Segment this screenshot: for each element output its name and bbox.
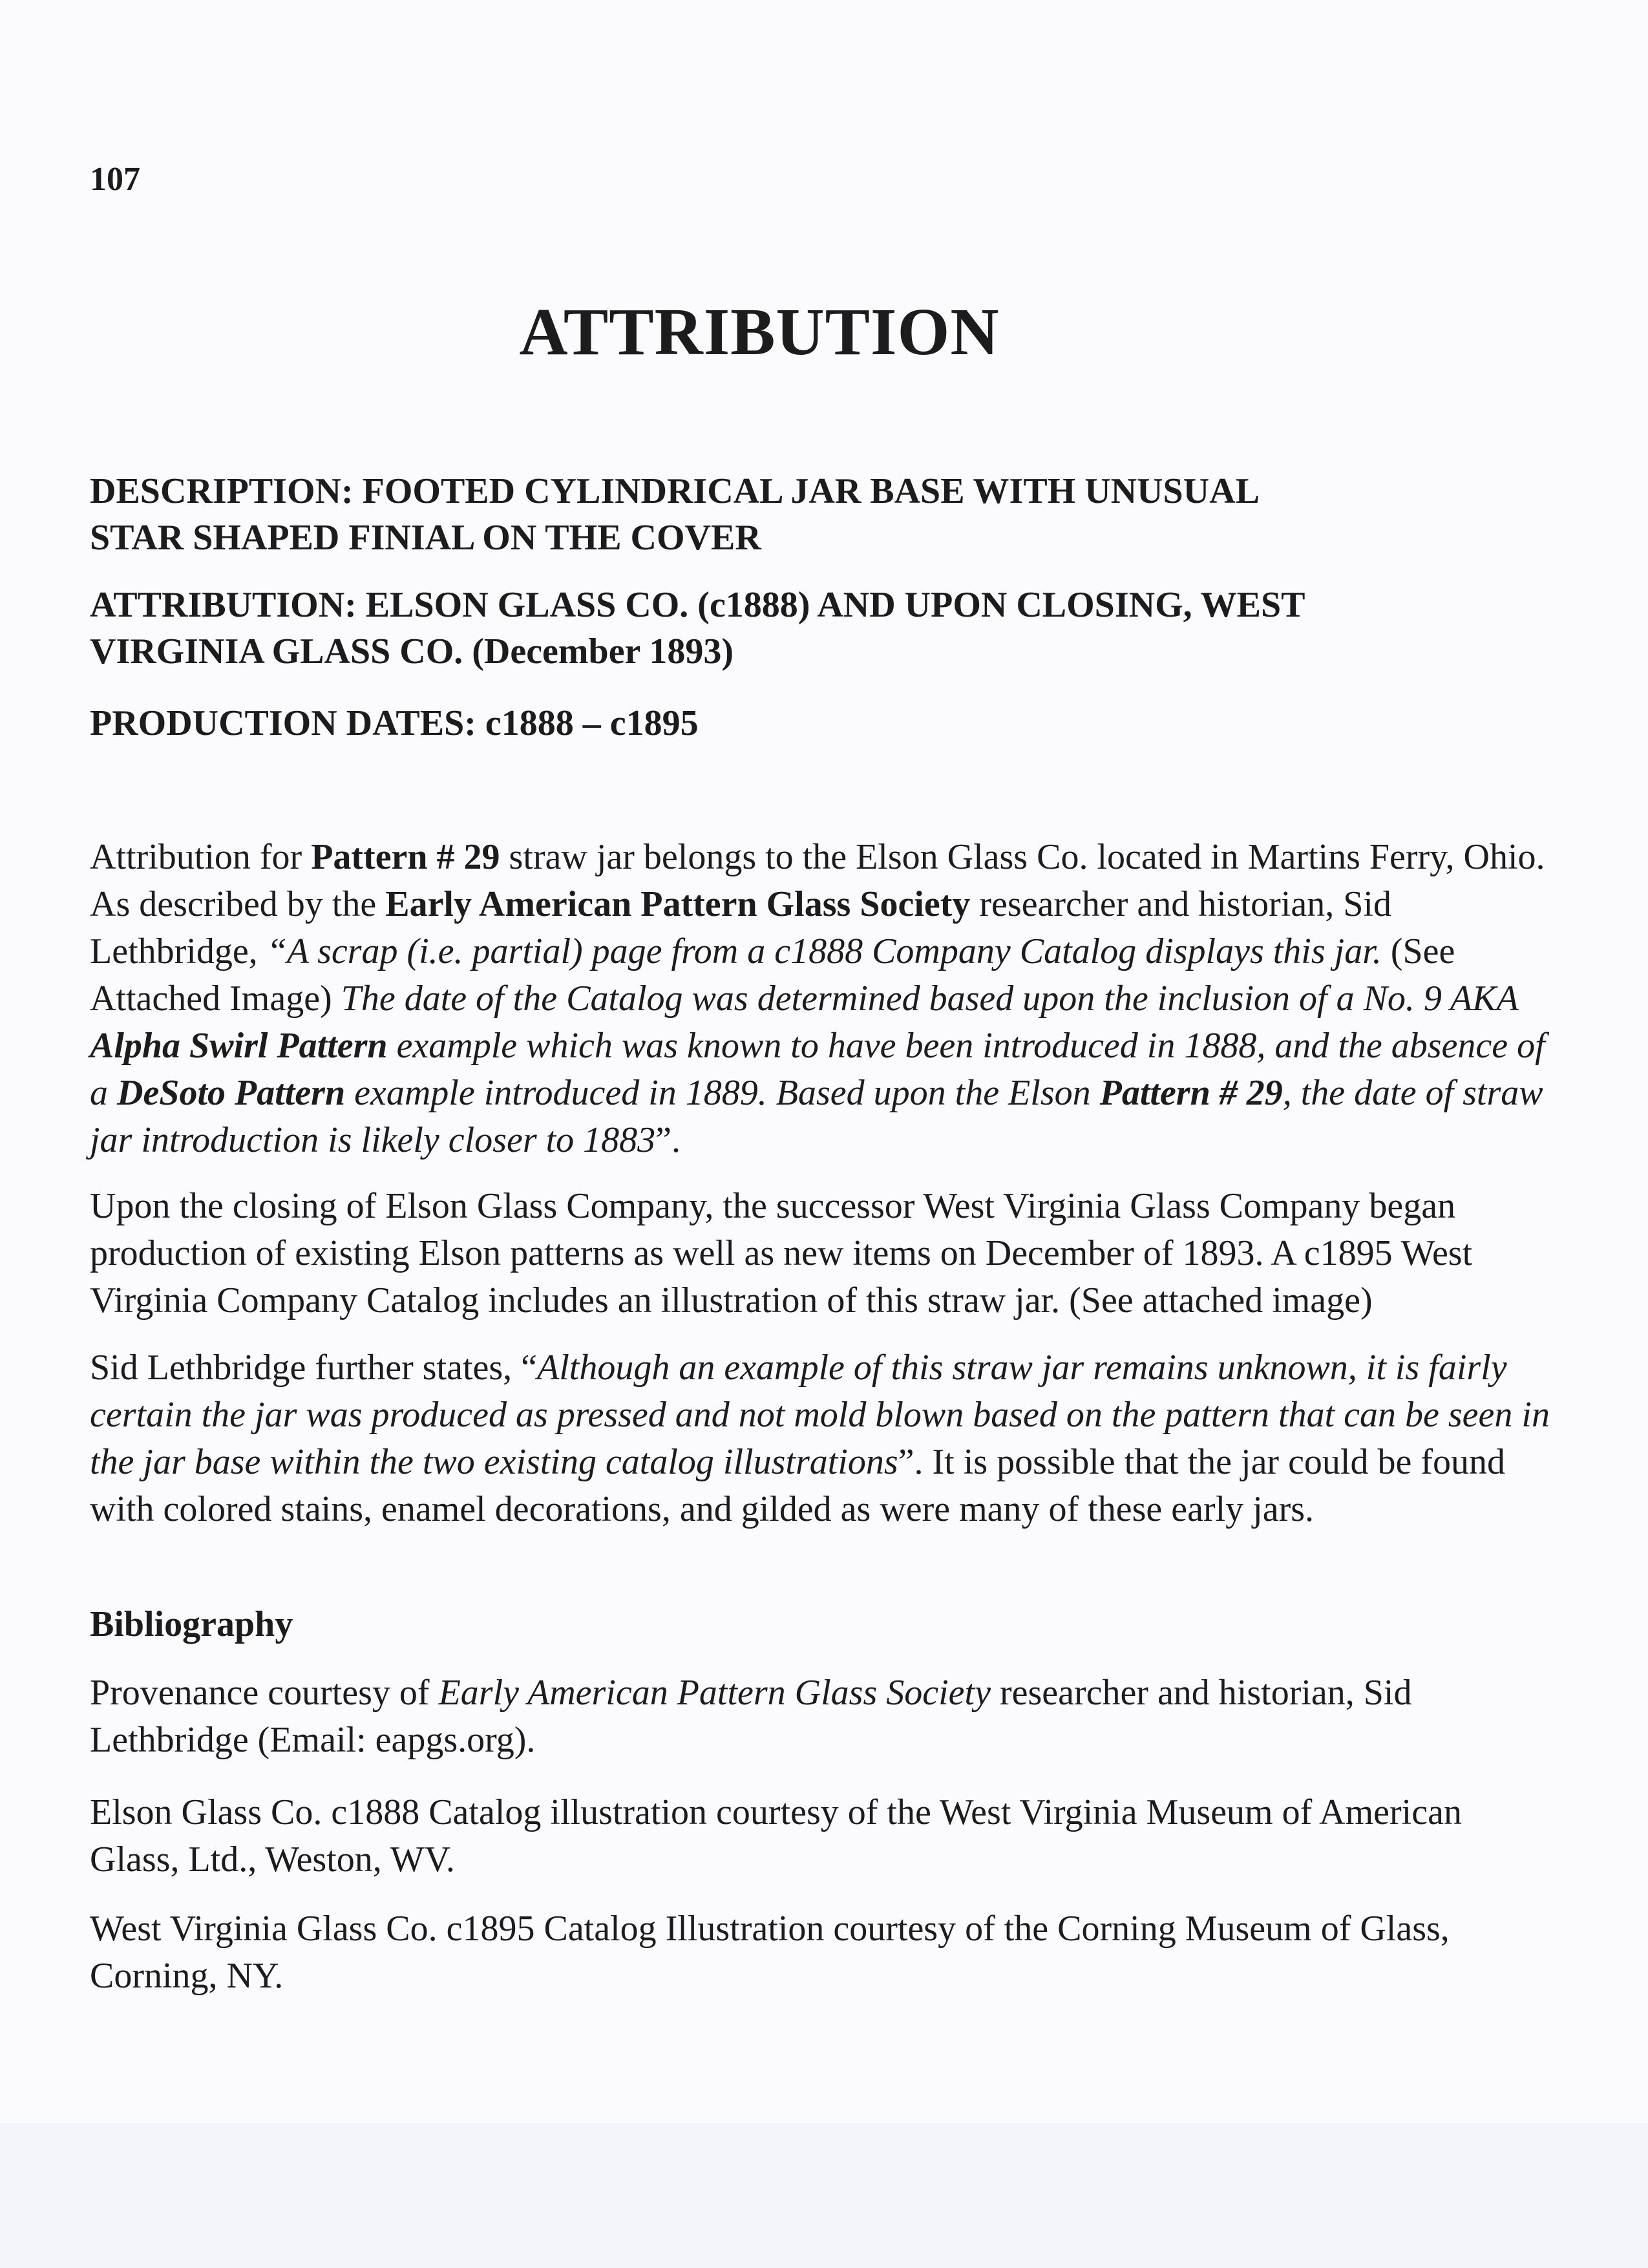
society-name: Early American Pattern Glass Society xyxy=(385,884,971,924)
text-run: (See Attached Image) xyxy=(90,931,1455,1019)
pattern-name: DeSoto Pattern xyxy=(117,1073,346,1113)
pattern-name: Pattern # 29 xyxy=(1099,1073,1283,1113)
bibliography-entry: West Virginia Glass Co. c1895 Catalog Illustration courtesy of the Corning Museum of Glass, Corning, NY. xyxy=(90,1909,1450,1996)
quote-text: example which was known to have been introduced in 1888, and the absence of a xyxy=(90,1026,1545,1113)
bibliography-heading: Bibliography xyxy=(90,1604,293,1644)
text-run: straw jar belongs to the Elson Glass Co. located in Martins Ferry, Ohio. As described by the xyxy=(90,837,1545,924)
quote-text: The date of the Catalog was determined based upon the inclusion of a No. 9 AKA xyxy=(341,979,1518,1019)
scan-edge xyxy=(0,2123,1648,2268)
quote-text: Although an example of this straw jar remains unknown, it is fairly certain the jar was produced as pressed and not mold blown based on the pattern that can be seen in the jar base within the two existing catalog illustrations xyxy=(90,1348,1550,1482)
attribution-line-2: VIRGINIA GLASS CO. (December 1893) xyxy=(90,631,734,672)
attribution-line-1: ATTRIBUTION: ELSON GLASS CO. (c1888) AND UPON CLOSING, WEST xyxy=(90,585,1305,625)
production-dates-field: PRODUCTION DATES: c1888 – c1895 xyxy=(90,703,699,743)
bibliography-entry xyxy=(90,1669,1550,1764)
pattern-name: Alpha Swirl Pattern xyxy=(90,1026,388,1066)
bibliography-entry: Elson Glass Co. c1888 Catalog illustration courtesy of the West Virginia Museum of American Glass, Ltd., Weston, WV. xyxy=(90,1792,1462,1880)
successor-paragraph: Upon the closing of Elson Glass Company, the successor West Virginia Glass Company began production of existing Elson patterns as well as new items on December of 1893. A c1895 West Virginia Company Catalog includes an illustration of this straw jar. (See attached image) xyxy=(90,1186,1473,1320)
text-run: ”. It is possible that the jar could be found with colored stains, enamel decorations, and gilded as were many of these early jars. xyxy=(90,1442,1505,1529)
pattern-name: Pattern # 29 xyxy=(311,837,500,877)
society-name: Early American Pattern Glass Society xyxy=(438,1673,991,1713)
text-run: Sid Lethbridge further states, “ xyxy=(90,1348,538,1388)
text-run: ”. xyxy=(655,1120,681,1160)
lethbridge-paragraph xyxy=(90,1344,1550,1533)
text-run: researcher and historian, Sid Lethbridge (Email: eapgs.org). xyxy=(90,1673,1412,1760)
text-run: Attribution for xyxy=(90,837,312,877)
text-run: Provenance courtesy of xyxy=(90,1673,439,1713)
description-field xyxy=(90,468,1550,561)
quote-text: , the date of straw jar introduction is likely closer to 1883 xyxy=(90,1073,1543,1160)
quote-text: example introduced in 1889. Based upon the Elson xyxy=(345,1073,1100,1113)
page-number: 107 xyxy=(90,161,140,198)
attribution-paragraph xyxy=(90,834,1550,1164)
description-line-1: DESCRIPTION: FOOTED CYLINDRICAL JAR BASE WITH UNUSUAL xyxy=(90,471,1260,511)
description-line-2: STAR SHAPED FINIAL ON THE COVER xyxy=(90,518,761,558)
quote-text: “A scrap (i.e. partial) page from a c1888 Company Catalog displays this jar. xyxy=(266,931,1382,971)
page-title: ATTRIBUTION xyxy=(519,295,1000,369)
attribution-field xyxy=(90,582,1550,675)
text-run: researcher and historian, Sid Lethbridge, xyxy=(90,884,1391,971)
